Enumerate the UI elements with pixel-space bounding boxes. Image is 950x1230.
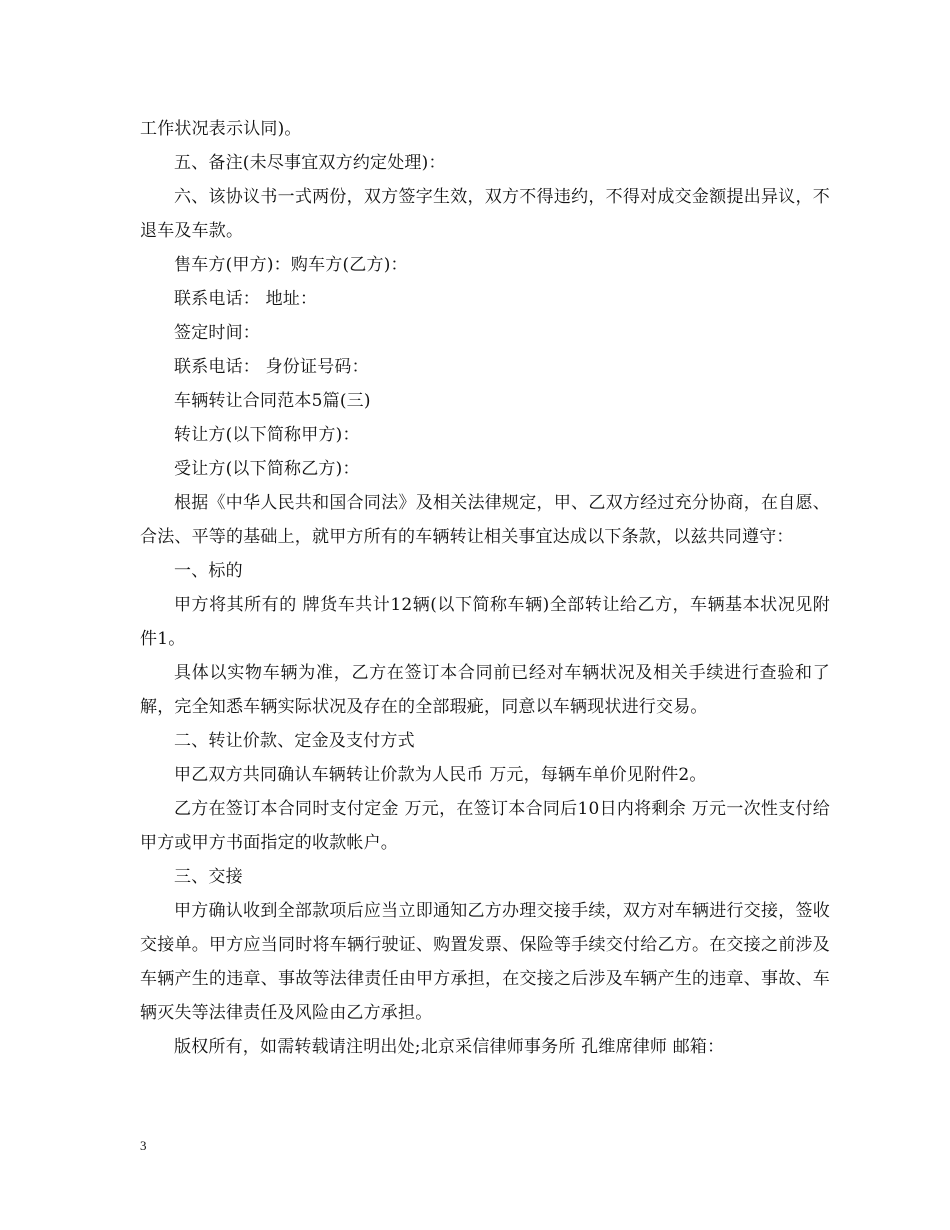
page-number: 3 <box>140 1138 147 1153</box>
paragraph: 签定时间： <box>174 323 260 343</box>
paragraph: 工作状况表示认同)。 <box>140 119 302 139</box>
paragraph: 一、标的 <box>174 561 243 581</box>
paragraph: 甲方确认收到全部款项后应当立即通知乙方办理交接手续，双方对车辆进行交接，签收交接单。甲方应当同时将车辆行驶证、购置发票、保险等手续交付给乙方。在交接之前涉及车辆产生的违章、事故等法律责任由甲方承担，在交接之后涉及车辆产生的违章、事故、车辆灭失等法律责任及风险由乙方承担。 <box>140 901 830 1023</box>
paragraph: 版权所有，如需转载请注明出处;北京采信律师事务所 孔维席律师 邮箱： <box>174 1037 725 1057</box>
paragraph: 根据《中华人民共和国合同法》及相关法律规定，甲、乙双方经过充分协商，在自愿、合法、平等的基础上，就甲方所有的车辆转让相关事宜达成以下条款，以兹共同遵守： <box>140 493 830 547</box>
paragraph: 二、转让价款、定金及支付方式 <box>174 731 415 751</box>
paragraph: 联系电话： 地址： <box>174 289 318 309</box>
document-body <box>140 112 830 1064</box>
paragraph: 五、备注(未尽事宜双方约定处理)： <box>174 153 446 173</box>
paragraph: 甲方将其所有的 牌货车共计12辆(以下简称车辆)全部转让给乙方，车辆基本状况见附件1。 <box>140 595 830 649</box>
paragraph: 受让方(以下简称乙方)： <box>174 459 360 479</box>
paragraph: 联系电话： 身份证号码： <box>174 357 369 377</box>
paragraph: 具体以实物车辆为准，乙方在签订本合同前已经对车辆状况及相关手续进行查验和了解，完全知悉车辆实际状况及存在的全部瑕疵，同意以车辆现状进行交易。 <box>140 663 830 717</box>
paragraph: 转让方(以下简称甲方)： <box>174 425 360 445</box>
paragraph: 车辆转让合同范本5篇(三) <box>174 391 371 411</box>
paragraph: 三、交接 <box>174 867 243 887</box>
paragraph: 乙方在签订本合同时支付定金 万元，在签订本合同后10日内将剩余 万元一次性支付给甲方或甲方书面指定的收款帐户。 <box>140 799 830 853</box>
paragraph: 甲乙双方共同确认车辆转让价款为人民币 万元，每辆车单价见附件2。 <box>174 765 707 785</box>
paragraph: 六、该协议书一式两份，双方签字生效，双方不得违约，不得对成交金额提出异议，不退车及车款。 <box>140 187 830 241</box>
paragraph: 售车方(甲方)：购车方(乙方)： <box>174 255 408 275</box>
